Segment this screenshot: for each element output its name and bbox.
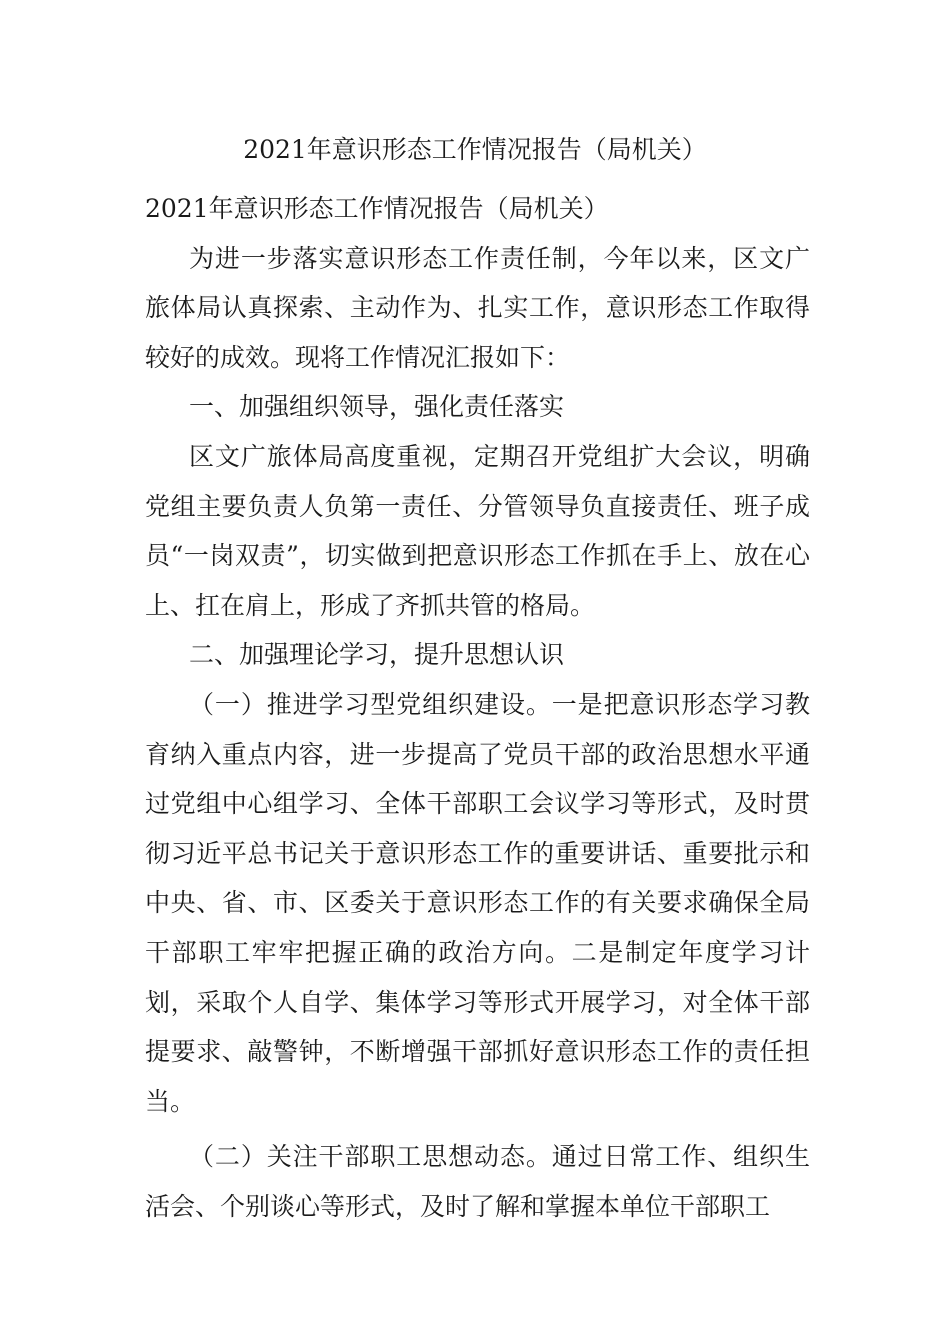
- document-body: [145, 184, 810, 1231]
- paragraph-thought-dynamics: （二）关注干部职工思想动态。通过日常工作、组织生活会、个别谈心等形式，及时了解和掌握本单位干部职工: [145, 1142, 810, 1221]
- paragraph-intro: 为进一步落实意识形态工作责任制，今年以来，区文广旅体局认真探索、主动作为、扎实工作，意识形态工作取得较好的成效。现将工作情况汇报如下：: [145, 243, 810, 372]
- paragraph-study: （一）推进学习型党组织建设。一是把意识形态学习教育纳入重点内容，进一步提高了党员干部的政治思想水平通过党组中心组学习、全体干部职工会议学习等形式，及时贯彻习近平总书记关于意识形态工作的重要讲话、重要批示和中央、省、市、区委关于意识形态工作的有关要求确保全局干部职工牢牢把握正确的政治方向。二是制定年度学习计划，采取个人自学、集体学习等形式开展学习，对全体干部提要求、敲警钟，不断增强干部抓好意识形态工作的责任担当。: [145, 689, 810, 1116]
- section-heading-1: 一、加强组织领导，强化责任落实: [189, 392, 565, 422]
- paragraph-leadership: 区文广旅体局高度重视，定期召开党组扩大会议，明确党组主要负责人负第一责任、分管领导负直接责任、班子成员“一岗双责”，切实做到把意识形态工作抓在手上、放在心上、扛在肩上，形成了齐抓共管的格局。: [145, 441, 810, 620]
- section-heading-2: 二、加强理论学习，提升思想认识: [189, 640, 565, 670]
- document-title: 2021年意识形态工作情况报告（局机关）: [243, 135, 707, 164]
- document-subtitle: 2021年意识形态工作情况报告（局机关）: [145, 194, 609, 223]
